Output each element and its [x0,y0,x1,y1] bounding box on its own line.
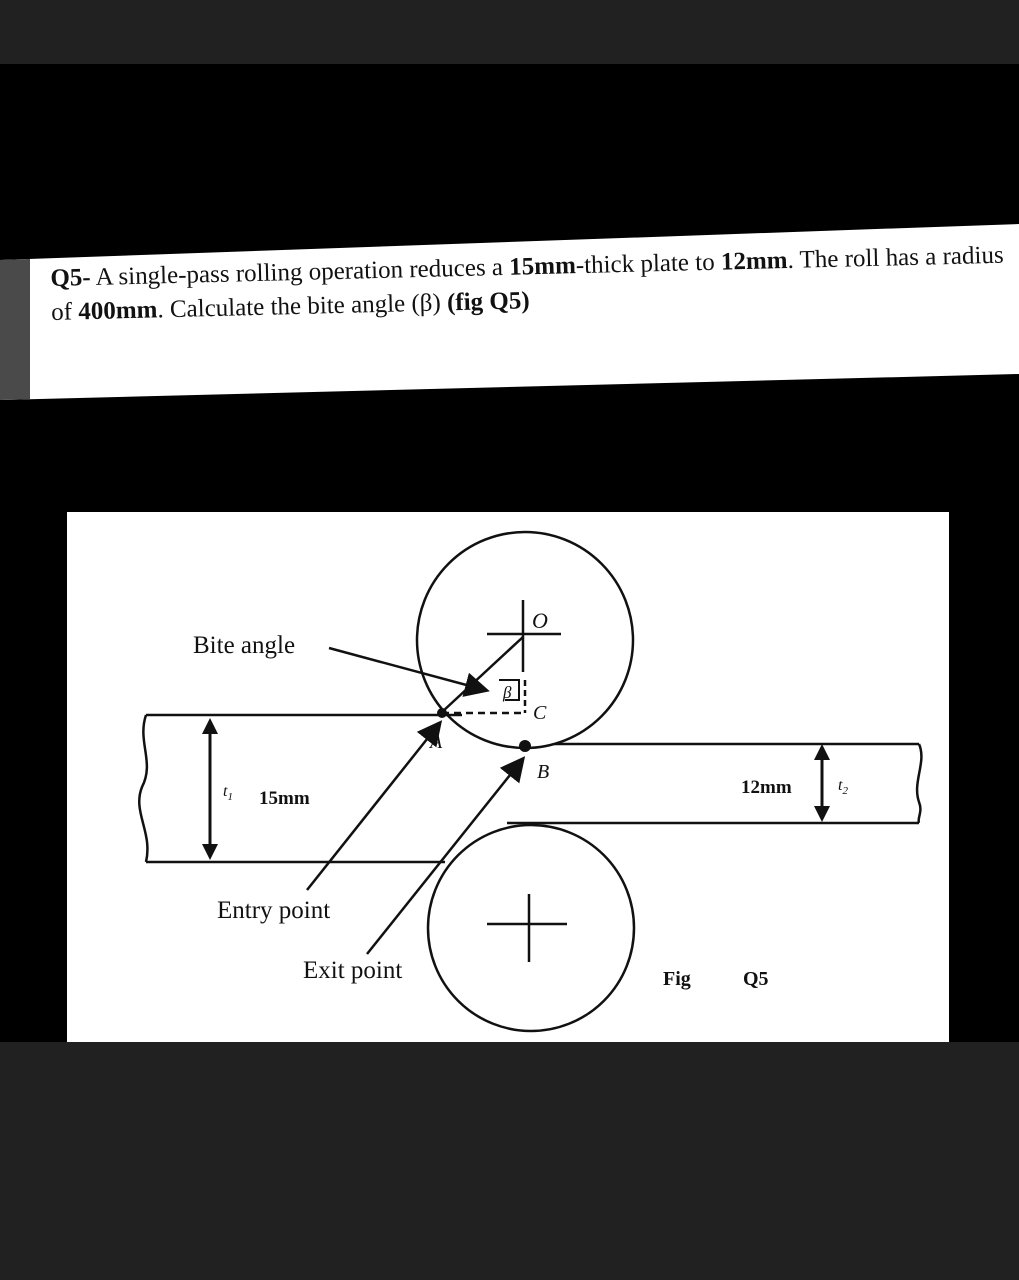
figure-caption-number: Q5 [743,968,769,990]
question-number: Q5- [50,264,92,292]
t2-value-label: 12mm [741,777,792,798]
exit-thickness-arrow [814,744,830,822]
question-text-part-2: -thick plate to [575,248,722,280]
lower-roll [428,825,634,1031]
beta-label: β [503,683,512,702]
point-a-dot [437,708,447,718]
initial-thickness: 15mm [508,252,577,281]
t1-label: $t_1$ [223,783,233,803]
question-text-part-1: A single-pass rolling operation reduces a [90,253,510,292]
t2-label: $t_2$ [838,777,848,797]
point-a-label: A [430,731,443,753]
entry-thickness-arrow [202,718,218,860]
exit-strip-outline [507,744,921,823]
rolling-diagram [67,512,949,1042]
figure-caption-word: Fig [663,968,691,990]
entry-point-label: Entry point [217,897,331,924]
final-thickness: 12mm [720,246,788,276]
entry-point-leader [307,724,439,890]
bite-angle-label: Bite angle [193,632,296,659]
point-b-dot [519,740,531,752]
question-text-part-4: . Calculate the bite angle (β) [157,289,448,324]
t1-value-label: 15mm [259,788,310,809]
point-b-label: B [537,761,550,783]
point-c-label: C [533,702,547,724]
figure-card [67,512,949,1042]
figure-reference: (fig Q5) [446,287,530,317]
exit-point-label: Exit point [303,957,403,984]
question-text-part-3: . The roll has a radius of [50,241,1004,326]
roll-radius: 400mm [77,296,158,326]
point-o-label: O [532,608,548,633]
